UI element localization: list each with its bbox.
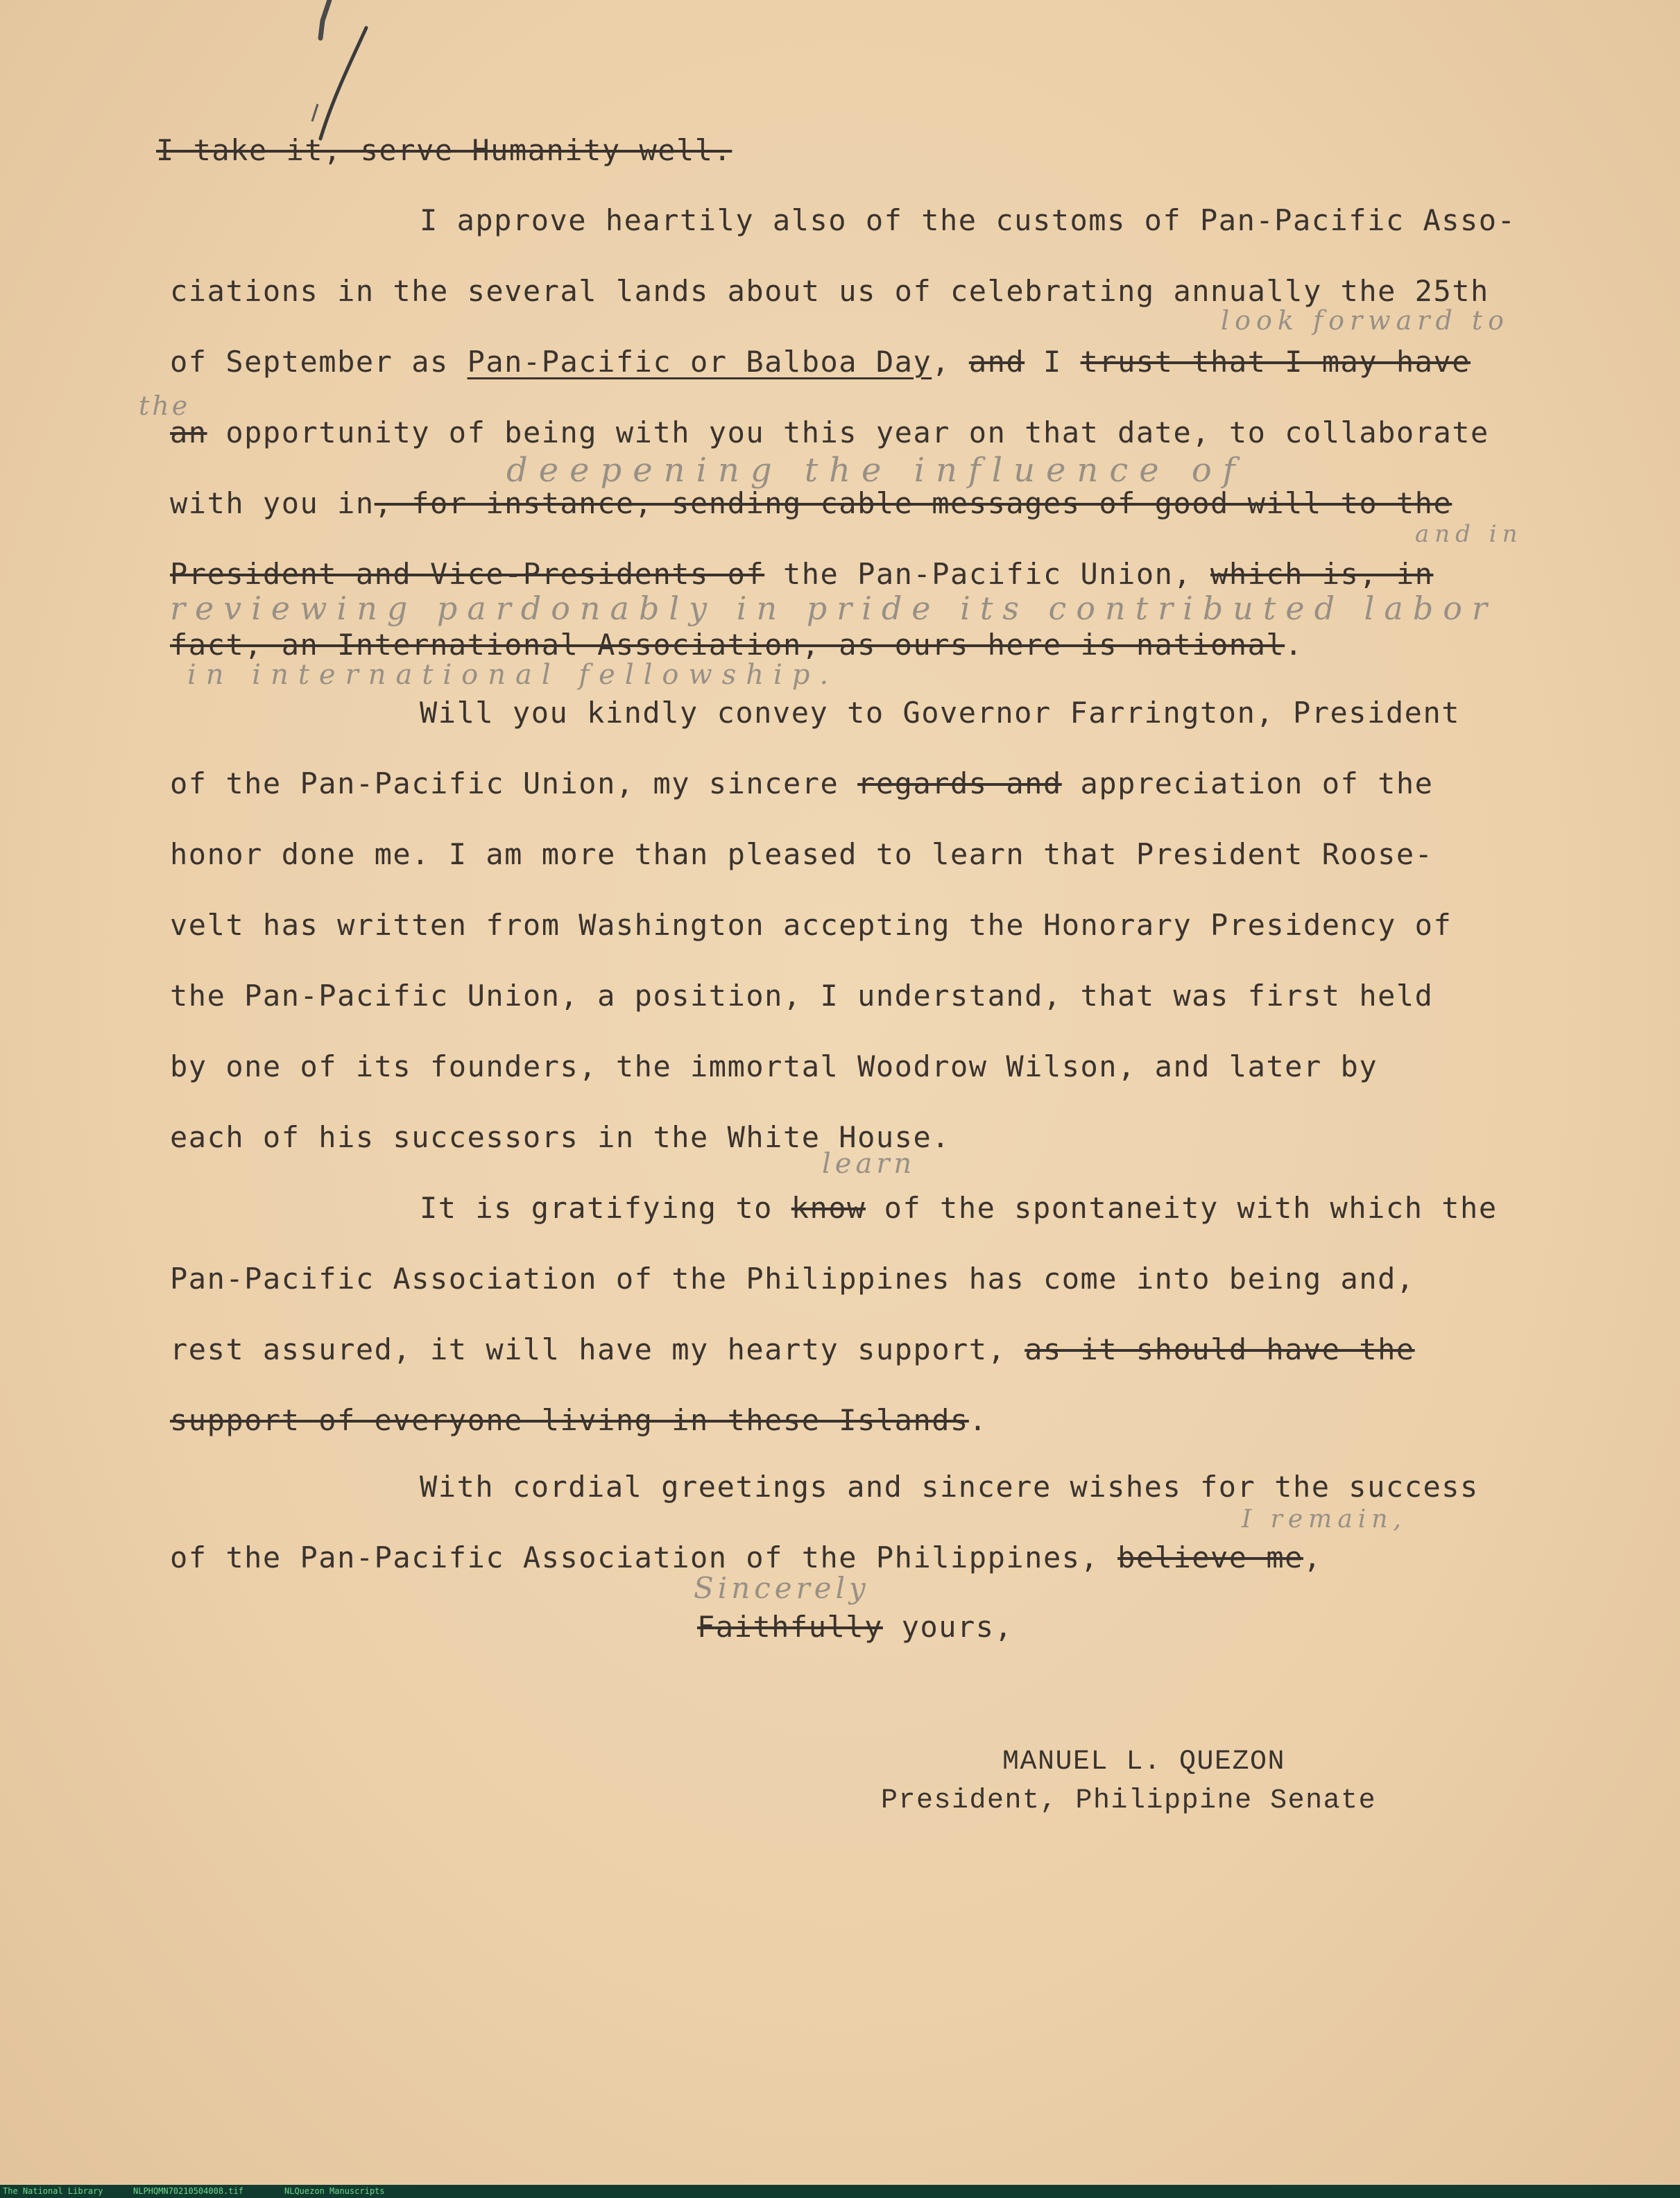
pencil-mark	[271, 0, 382, 153]
p2-line-6: by one of its founders, the immortal Woodrow Wilson, and later by	[170, 1049, 1378, 1083]
p2-line-7: each of his successors in the White House.	[170, 1120, 951, 1154]
p2-line-4: velt has written from Washington accepting the Honorary Presidency of	[170, 908, 1452, 942]
p4-line-1: With cordial greetings and sincere wishes for the success	[420, 1470, 1479, 1504]
signature-name: MANUEL L. QUEZON	[1002, 1746, 1286, 1778]
footer-collection: NLQuezon Manuscripts	[284, 2186, 385, 2196]
p1-line-6: President and Vice-Presidents of the Pan-Pacific Union, which is, in	[170, 557, 1434, 591]
p1-line-5: with you in, for instance, sending cable messages of good will to the	[170, 486, 1452, 520]
p1-line-4: an opportunity of being with you this year on that date, to collaborate	[170, 415, 1489, 449]
footer-library: The National Library	[3, 2186, 103, 2196]
p1-line-7: fact, an International Association, as ours here is national.	[170, 628, 1303, 662]
p4-line-2: of the Pan-Pacific Association of the Philippines, believe me,	[170, 1540, 1322, 1574]
archive-footer-stripe	[0, 2185, 1680, 2198]
handwritten-sincerely: Sincerely	[694, 1571, 870, 1605]
p2-line-2: of the Pan-Pacific Union, my sincere regards and appreciation of the	[170, 766, 1434, 800]
handwritten-and-in: and in	[1415, 520, 1523, 548]
handwritten-the: the	[139, 390, 191, 421]
signature-title: President, Philippine Senate	[881, 1785, 1377, 1817]
handwritten-learn: learn	[822, 1148, 916, 1180]
handwritten-fellowship: in international fellowship.	[187, 659, 839, 691]
p3-line-2: Pan-Pacific Association of the Philippines has come into being and,	[170, 1262, 1415, 1296]
p1-line-2: ciations in the several lands about us of celebrating annually the 25th	[170, 274, 1489, 308]
handwritten-deepening: deepening the influence of	[506, 451, 1246, 490]
balboa-day-underlined: Pan-Pacific or Balboa Day	[467, 345, 932, 379]
closing-line: Faithfully yours,	[697, 1610, 1013, 1644]
p3-line-1: It is gratifying to know of the spontaneity with which the	[420, 1191, 1498, 1225]
handwritten-reviewing: reviewing pardonably in pride its contributed labor	[170, 590, 1497, 627]
handwritten-look-forward: look forward to	[1221, 305, 1510, 336]
struck-opening-line: I take it, serve Humanity well.	[156, 133, 732, 167]
handwritten-i-remain: I remain,	[1242, 1505, 1407, 1534]
p1-line-3: of September as Pan-Pacific or Balboa Day, and I trust that I may have	[170, 345, 1471, 379]
p1-line-1: I approve heartily also of the customs of Pan-Pacific Asso-	[420, 203, 1516, 237]
p3-line-3: rest assured, it will have my hearty support, as it should have the	[170, 1332, 1415, 1366]
p2-line-3: honor done me. I am more than pleased to learn that President Roose-	[170, 837, 1434, 871]
footer-file: NLPHQMN70210504008.tif	[133, 2186, 243, 2196]
p2-line-1: Will you kindly convey to Governor Farrington, President	[420, 696, 1461, 730]
p3-line-4: support of everyone living in these Islands.	[170, 1403, 988, 1437]
p2-line-5: the Pan-Pacific Union, a position, I understand, that was first held	[170, 979, 1434, 1013]
